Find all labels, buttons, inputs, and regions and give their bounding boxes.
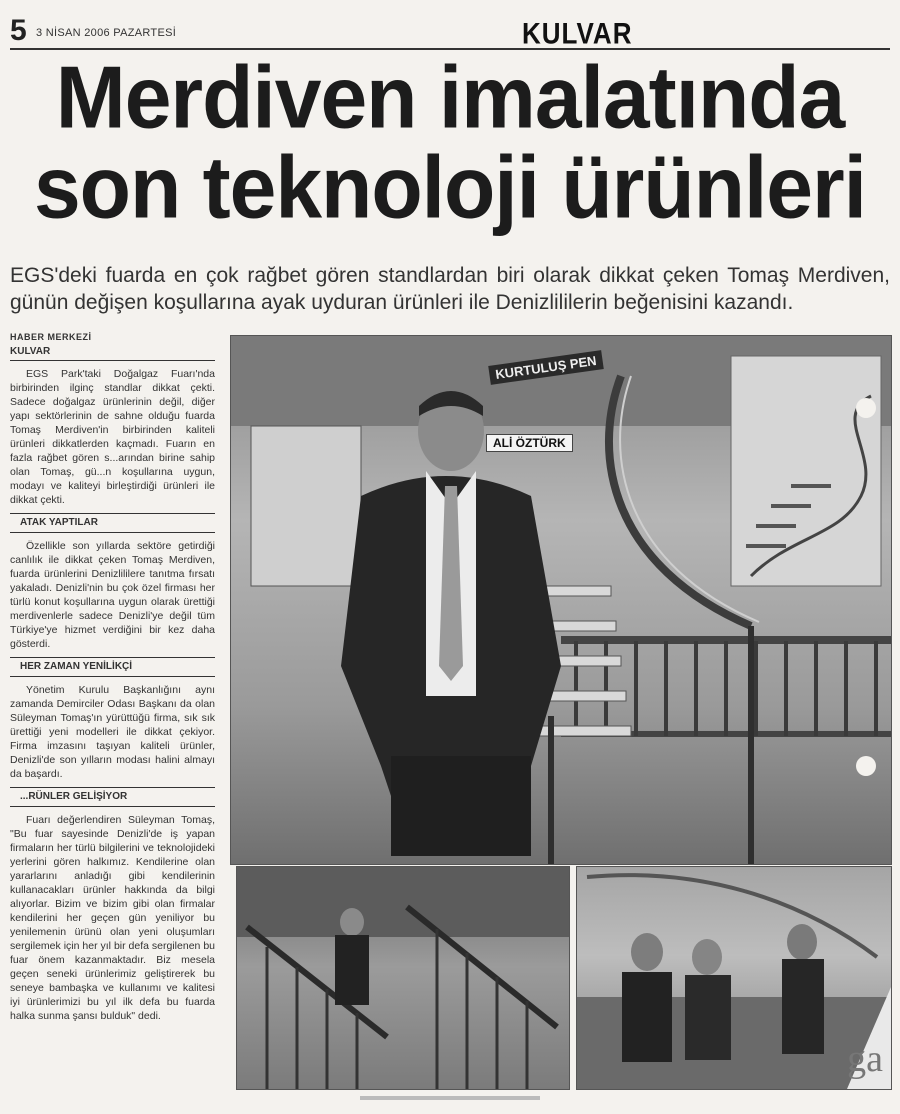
page-footer-mark bbox=[360, 1096, 540, 1100]
section-text: Özellikle son yıllarda sektöre getirdiği canlılık ile dikkat çeken Tomaş Merdiven, fuarda ürünlerini Denizlililere tanıtma fırsatı yakaladı. Denizli'nin bu çok özel firması her türlü konut koşullarına uygun olarak ürettiği merdivenlerle sadece Denizli'ye değil tüm Türkiye'ye hizmet verdiğini bir kez daha gösterdi. bbox=[10, 540, 215, 650]
section-logo: KULVAR bbox=[522, 15, 633, 51]
sign-kurtulus: KURTULUŞ PEN bbox=[488, 350, 603, 385]
headline-line-2: son teknoloji ürünleri bbox=[33, 137, 867, 237]
byline-source: HABER MERKEZİ bbox=[10, 332, 92, 342]
main-photo-illustration bbox=[231, 336, 891, 864]
subhead-atak-yaptilar: ATAK YAPTILAR bbox=[10, 513, 215, 533]
subhead-her-zaman-yenilikci: HER ZAMAN YENİLİKÇİ bbox=[10, 657, 215, 677]
section-text: Yönetim Kurulu Başkanlığını aynı zamanda Demirciler Odası Başkanı da olan Süleyman Tomaş'ın yürüttüğü firma, sık sık ürettiği yeni modelleri ile dikkat çekiyor. Firma imzasını taşıyan kaliteli ürünler, Denizli'de son yılların modası halini almayı da başardı. bbox=[10, 684, 215, 780]
main-photo bbox=[230, 335, 892, 865]
article-column bbox=[10, 330, 215, 1027]
section-text: Fuarı değerlendiren Süleyman Tomaş, "Bu fuar sayesinde Denizli'de iş yapan firmaların her türlü bilgilerini ve teknolojideki yerlerini gören halkımız. Kendilerine olan yararlarını anladığı gibi kendilerinin kullanacakları ürünler hakkında da bilgi alıyorlar. Bizim ve bizim gibi olan firmalar kendilerini her geçen gün yeniliyor bu yenilemenin ürünü olan yeni oluşumları sergilemek için her yıl bir defa sergilenen bu fuar önem kazanmaktadır. Biz mesela geçen seneki ürünlerimiz geliştirerek bu seneye bambaşka ve kullanımı ve kalitesi iyi ürünlerimizi bu yıl ilk defa bu fuarda halka sunma şansı bulduk" dedi. bbox=[10, 814, 215, 1022]
issue-date: 3 NİSAN 2006 PAZARTESİ bbox=[36, 27, 177, 39]
headline bbox=[10, 47, 890, 237]
lead-paragraph: EGS'deki fuarda en çok rağbet gören standlardan biri olarak dikkat çeken Tomaş Merdiven, günün değişen koşullarına ayak uyduran ürünleri ile Denizlililerin beğenisini kazandı. bbox=[10, 264, 890, 314]
headline-line-1: Merdiven imalatında bbox=[55, 47, 845, 147]
page-number: 5 bbox=[10, 14, 27, 47]
corner-logo-text: ga bbox=[847, 1038, 883, 1080]
bottom-left-photo bbox=[236, 866, 570, 1090]
subhead-urunler-gelisiyor: ...RÜNLER GELİŞİYOR bbox=[10, 787, 215, 807]
bottom-right-illustration bbox=[577, 867, 891, 1089]
masthead bbox=[10, 14, 890, 50]
byline-paper: KULVAR bbox=[10, 345, 215, 361]
article-intro: EGS Park'taki Doğalgaz Fuarı'nda birbirinden ilginç standlar dikkat çekti. Sadece doğalgaz ürünlerinin değil, diğer yapı sektörlerinin de sahne olduğu fuarda Tomaş Merdiven'in birbirinden kaliteli ürünleri dikkatlerden kaçmadı. Fuarın en fazla rağbet gören s...arından birine sahip olan Tomaş, gü...n koşullarına uygun, modayı ve kaliteyi birleştirdiği ürünleri ile dikkat çekti. bbox=[10, 368, 215, 506]
bottom-left-illustration bbox=[237, 867, 569, 1089]
bottom-right-photo bbox=[576, 866, 892, 1090]
sign-ali-ozturk: ALİ ÖZTÜRK bbox=[486, 434, 573, 452]
